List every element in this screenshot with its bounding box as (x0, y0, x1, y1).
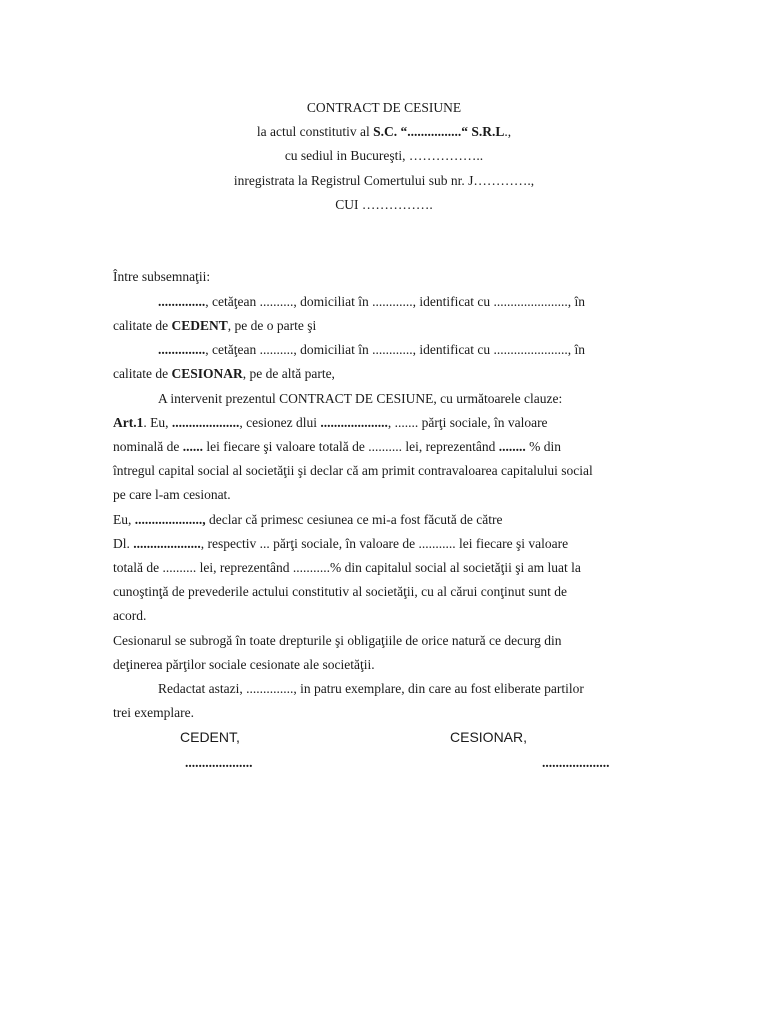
cesionar-line-2 (113, 366, 335, 382)
header-line-constitutive-act (0, 124, 768, 140)
cedent-signature-line: .................... (185, 755, 253, 770)
drafted-line-1: Redactat astazi, .............., in patru exemplare, din care au fost eliberate partilor (158, 681, 584, 696)
header-line-headquarters: cu sediul in Bucureşti, …………….. (284, 148, 484, 163)
article-1-label: Art.1 (113, 415, 144, 430)
article-1-nominal-text: nominală de (113, 439, 183, 454)
header-line-2-suffix: ., (504, 124, 512, 139)
cedent-role: CEDENT (171, 318, 228, 333)
intro-line: Între subsemnaţii: (113, 269, 211, 284)
cesionar-role-prefix: calitate de (113, 366, 172, 381)
article-1-line-2 (113, 439, 561, 455)
header-line-cui: CUI ……………. (335, 197, 433, 212)
article-1-line-1 (113, 415, 548, 431)
cedent-role-prefix: calitate de (113, 318, 172, 333)
article-1-percent-text: % din (525, 439, 561, 454)
cesionar-line-1 (158, 342, 585, 358)
acceptance-text-a: Eu, (113, 512, 135, 527)
subrogation-line-2: deţinerea părţilor sociale cesionate ale societăţii. (113, 657, 375, 672)
article-1-cesionar-placeholder: .................... (320, 415, 388, 430)
subrogation-line-1: Cesionarul se subrogă în toate drepturile şi obligaţiile de orice natură ce decurg din (113, 633, 562, 648)
article-1-text-c: , cesionez dlui (239, 415, 321, 430)
acceptance-dl-placeholder: .................... (133, 536, 201, 551)
acceptance-line-2 (113, 536, 568, 552)
company-name-placeholder: S.C. “................“ S.R.L (373, 124, 505, 139)
acceptance-line-3: totală de .......... lei, reprezentând ...........% din capitalul social al societăţii şi am luat la (113, 560, 581, 575)
cesionar-signature-line: .................... (542, 755, 610, 770)
acceptance-line-1 (113, 512, 502, 528)
cesionar-name-placeholder: .............. (158, 342, 206, 357)
contract-title: CONTRACT DE CESIUNE (306, 100, 462, 115)
article-1-nominal-placeholder: ...... (182, 439, 203, 454)
header-line-registry: inregistrata la Registrul Comertului sub nr. J…………., (233, 173, 535, 188)
article-1-line-3: întregul capital social al societăţii şi declar că am primit contravaloarea capitalului social (113, 463, 593, 478)
cedent-details: , cetăţean .........., domiciliat în ............, identificat cu ......................, în (205, 294, 586, 309)
acceptance-dl-prefix: Dl. (113, 536, 134, 551)
intervention-line: A intervenit prezentul CONTRACT DE CESIUNE, cu următoarele clauze: (158, 391, 563, 406)
article-1-total-text: lei fiecare şi valoare totală de .......... lei, reprezentând (202, 439, 499, 454)
cesionar-signature-label: CESIONAR, (450, 729, 528, 745)
cesionar-role: CESIONAR (171, 366, 243, 381)
acceptance-dl-text: , respectiv ... părţi sociale, în valoare de ........... lei fiecare şi valoare (200, 536, 569, 551)
acceptance-name-placeholder: ...................., (134, 512, 206, 527)
cedent-name-placeholder: .............. (158, 294, 206, 309)
article-1-text-e: , ....... părţi sociale, în valoare (387, 415, 548, 430)
cedent-line-1 (158, 294, 585, 310)
cesionar-details: , cetăţean .........., domiciliat în ............, identificat cu ......................, în (205, 342, 586, 357)
cedent-role-suffix: , pe de o parte şi (227, 318, 317, 333)
header-line-2-text: la actul constitutiv al (256, 124, 374, 139)
acceptance-text-c: declar că primesc cesiunea ce mi-a fost făcută de către (205, 512, 503, 527)
cedent-line-2 (113, 318, 316, 334)
drafted-line-2: trei exemplare. (113, 705, 194, 720)
article-1-cedent-placeholder: .................... (171, 415, 240, 430)
article-1-percent-placeholder: ........ (498, 439, 526, 454)
acceptance-line-5: acord. (113, 608, 147, 623)
article-1-line-4: pe care l-am cesionat. (113, 487, 231, 502)
cesionar-role-suffix: , pe de altă parte, (242, 366, 335, 381)
article-1-text-a: . Eu, (143, 415, 172, 430)
acceptance-line-4: cunoştinţă de prevederile actului constitutiv al societăţii, cu al cărui conţinut sunt de (113, 584, 567, 599)
cedent-signature-label: CEDENT, (180, 729, 240, 745)
